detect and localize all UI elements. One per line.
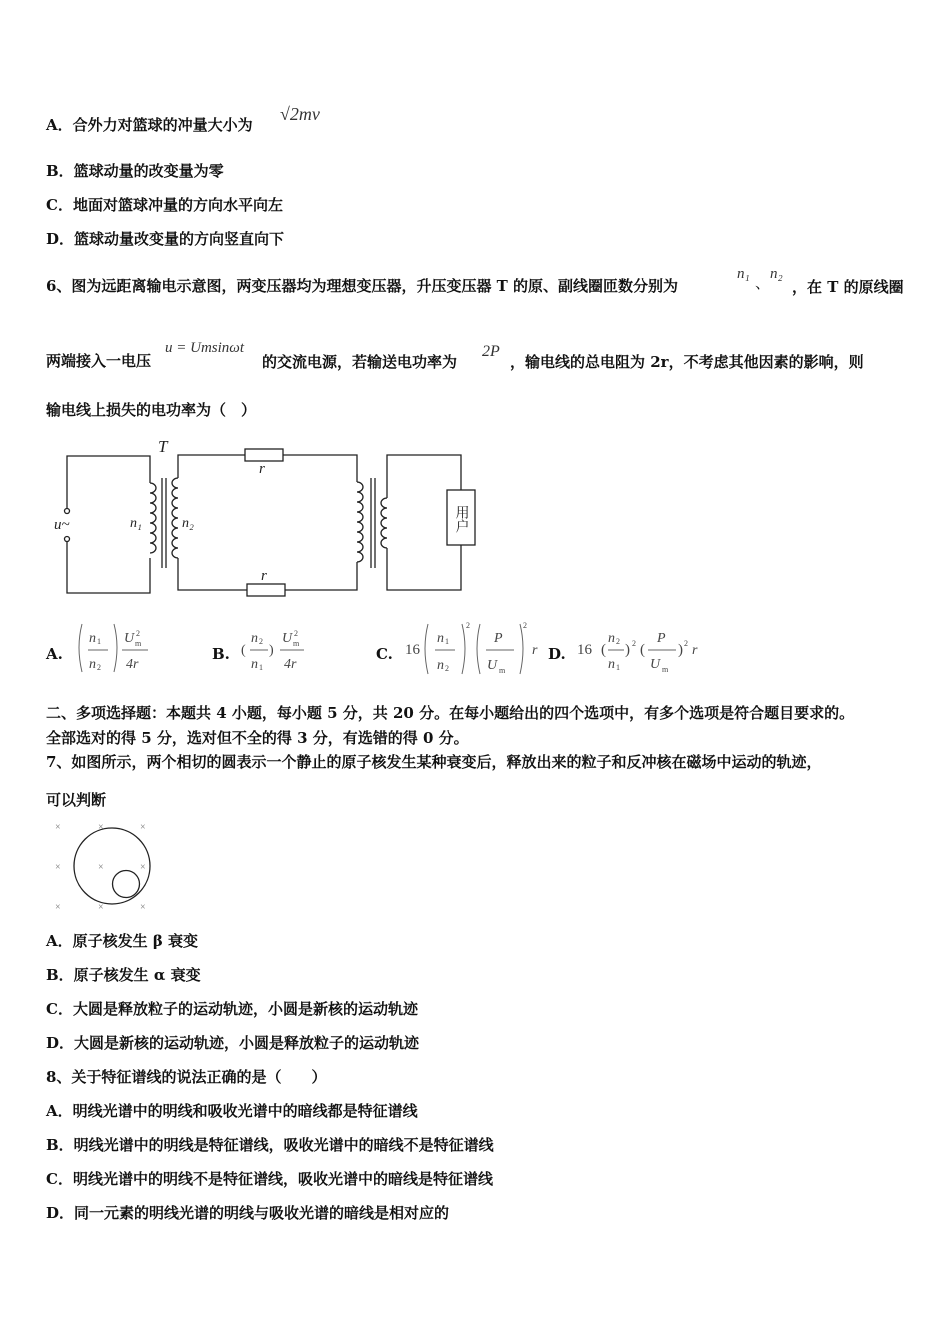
svg-text:U: U [282,631,293,646]
q6-n2: n₂ [770,266,783,282]
section2-line1: 二、多项选择题：本题共 4 小题，每小题 5 分，共 20 分。在每小题给出的四个选项中，有多个选项是符合题目要求的。 [46,704,855,722]
q6-stem-line2a: 两端接入一电压 [46,352,152,370]
field-mark: × [98,902,104,913]
source-terminal-bottom [65,537,70,542]
source-terminal-top [65,509,70,514]
svg-text:2: 2 [97,663,101,672]
q6-option-c-label[interactable]: C. [376,645,393,663]
q6-option-d-label[interactable]: D. [548,645,566,663]
coil-step-down-primary [357,482,363,562]
svg-text:U: U [124,631,135,646]
decay-diagram [50,818,160,918]
label-r-top: r [259,461,265,477]
svg-text:2: 2 [616,637,620,646]
svg-text:n: n [251,631,258,646]
svg-text:n: n [89,631,96,646]
q6-stem-line2b: 的交流电源，若输送电功率为 [262,353,458,371]
svg-text:2: 2 [466,621,470,630]
q6-option-b-formula [238,620,318,680]
svg-text:1: 1 [616,663,620,672]
user-wire-bottom [387,545,461,590]
q7-option-a[interactable]: A．原子核发生 β 衰变 [46,932,199,950]
svg-text:n: n [437,631,444,646]
svg-text:U: U [487,658,498,673]
resistor-bottom [247,584,285,596]
coil-step-down-secondary [381,498,387,548]
svg-text:4r: 4r [126,657,139,672]
label-T: T [158,437,168,456]
q8-option-a[interactable]: A．明线光谱中的明线和吸收光谱中的暗线都是特征谱线 [46,1102,418,1120]
line-bottom-right [285,562,357,590]
field-mark: × [55,902,61,913]
svg-text:(: ( [241,643,246,658]
svg-text:2: 2 [294,629,298,638]
svg-text:2: 2 [523,621,527,630]
primary-wire-bottom [67,540,150,593]
svg-text:2: 2 [445,664,449,673]
label-user: 用户 [453,505,469,533]
field-mark: × [140,862,146,873]
resistor-top [245,449,283,461]
svg-text:m: m [662,665,669,674]
field-mark: × [140,822,146,833]
svg-text:2: 2 [136,629,140,638]
user-wire-top [387,455,461,498]
q5-option-d[interactable]: D．篮球动量改变量的方向竖直向下 [46,230,285,248]
q8-stem: 8、关于特征谱线的说法正确的是（ ） [46,1068,327,1086]
coil-n1 [150,483,156,553]
svg-text:P: P [494,631,503,646]
svg-text:1: 1 [445,637,449,646]
svg-text:m: m [293,639,300,648]
line-bottom-left [178,558,247,590]
large-circle [74,828,150,904]
svg-text:2: 2 [259,637,263,646]
label-r-bottom: r [261,568,267,584]
q6-stem-line3: 输电线上损失的电功率为（ ） [46,401,257,419]
svg-text:2: 2 [632,639,636,648]
svg-text:r: r [532,643,538,658]
q6-stem-line1-end: ，在 T 的原线圈 [792,278,904,296]
q6-option-d-formula [574,620,714,680]
q6-voltage: u = Umsinωt [165,340,245,356]
q6-n1: n₁ [737,266,750,282]
q8-option-c[interactable]: C．明线光谱中的明线不是特征谱线，吸收光谱中的暗线是特征谱线 [46,1170,493,1188]
svg-text:2: 2 [684,639,688,648]
svg-text:U: U [650,657,661,672]
svg-text:16: 16 [577,642,592,658]
section2-line2: 全部选对的得 5 分，选对但不全的得 3 分，有选错的得 0 分。 [46,729,469,747]
svg-text:n: n [608,631,615,646]
line-top-right [283,455,357,482]
svg-text:): ) [269,643,274,658]
q7-option-b[interactable]: B．原子核发生 α 衰变 [46,966,201,984]
q5-option-b[interactable]: B．篮球动量的改变量为零 [46,162,224,180]
q5-option-c[interactable]: C．地面对篮球冲量的方向水平向左 [46,196,283,214]
q7-stem-line2: 可以判断 [46,791,107,809]
svg-text:m: m [135,639,142,648]
label-source: u~ [54,517,70,533]
svg-text:n: n [89,657,96,672]
svg-text:m: m [499,666,506,675]
svg-text:1: 1 [259,663,263,672]
q8-option-b[interactable]: B．明线光谱中的明线是特征谱线，吸收光谱中的暗线不是特征谱线 [46,1136,494,1154]
svg-text:): ) [625,642,630,658]
q7-option-d[interactable]: D．大圆是新核的运动轨迹，小圆是释放粒子的运动轨迹 [46,1034,420,1052]
svg-text:n: n [437,658,444,673]
svg-text:n: n [251,657,258,672]
svg-text:(: ( [640,642,645,658]
svg-text:(: ( [601,642,606,658]
q6-option-b-label[interactable]: B. [212,645,230,663]
small-circle [113,871,140,898]
q8-option-d[interactable]: D．同一元素的明线光谱的明线与吸收光谱的暗线是相对应的 [46,1204,450,1222]
q6-option-a-formula [74,620,164,680]
label-n1: n₁ [130,516,142,531]
svg-text:4r: 4r [284,657,297,672]
q6-option-c-formula [402,618,552,682]
field-mark: × [55,862,61,873]
q7-stem-line1: 7、如图所示，两个相切的圆表示一个静止的原子核发生某种衰变后，释放出来的粒子和反冲核在磁场中运动的轨迹， [46,753,822,771]
q6-sep: 、 [755,274,771,292]
q5-option-a-text: A．合外力对篮球的冲量大小为 [46,116,253,134]
line-top-left [178,455,245,478]
svg-text:n: n [608,657,615,672]
field-mark: × [140,902,146,913]
field-mark: × [98,862,104,873]
coil-n2 [172,478,178,558]
svg-text:16: 16 [405,642,420,658]
q5-option-a-math: √2mv [280,104,320,124]
svg-text:1: 1 [97,637,101,646]
label-n2: n₂ [182,516,194,531]
field-mark: × [98,822,104,833]
field-mark: × [55,822,61,833]
q6-option-a-label[interactable]: A. [46,645,63,663]
svg-text:r: r [692,643,698,658]
q7-option-c[interactable]: C．大圆是释放粒子的运动轨迹，小圆是新核的运动轨迹 [46,1000,418,1018]
primary-wire [67,456,150,510]
q6-stem-line1: 6、图为远距离输电示意图，两变压器均为理想变压器，升压变压器 T 的原、副线圈匝数分别为 [46,277,679,295]
q6-power: 2P [482,343,500,360]
svg-text:): ) [678,642,683,658]
svg-text:P: P [657,631,666,646]
q6-stem-line2c: ，输电线的总电阻为 2r，不考虑其他因素的影响，则 [510,353,864,371]
